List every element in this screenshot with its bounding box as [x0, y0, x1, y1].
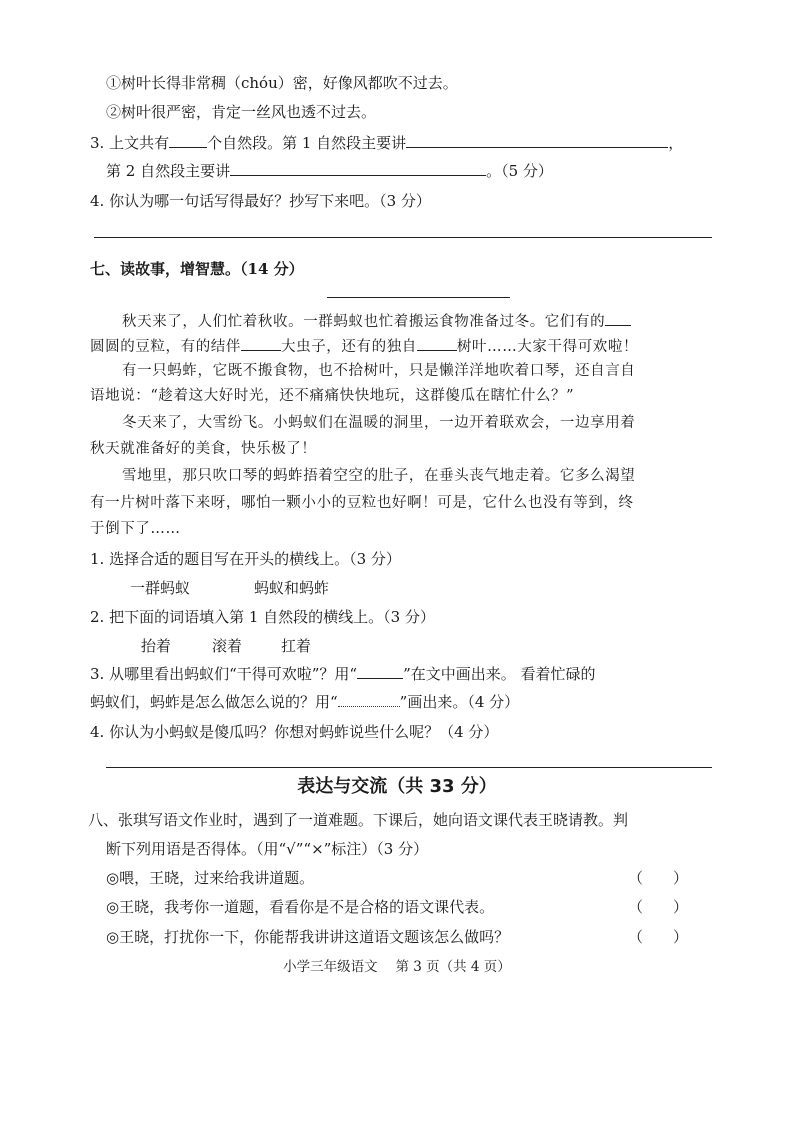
story-blank-3[interactable]	[417, 336, 457, 351]
story-text: 秋天来了，人们忙着秋收。一群蚂蚁也忙着搬运食物准备过冬。它们有的	[122, 314, 606, 330]
q7-sub3-line2	[90, 692, 519, 712]
story-p1-line2	[90, 336, 638, 357]
q7-sub3-text: ”在文中画出来。 看着忙碌的	[403, 665, 596, 683]
q8-intro-line2: 断下列用语是否得体。（用“√”“×”标注）（3 分）	[106, 840, 429, 858]
q8-intro-line1: 八、张琪写语文作业时，遇到了一道难题。下课后，她向语文课代表王晓请教。判	[88, 811, 629, 829]
wavy-line-mark	[338, 694, 400, 707]
q7-title: 七、读故事，增智慧。（14 分）	[90, 260, 304, 278]
q8-item-3: ◎王晓，打扰你一下，你能帮我讲讲这道语文题该怎么做吗？	[106, 928, 510, 946]
page-footer: 小学三年级语文 第 3 页（共 4 页）	[283, 959, 511, 975]
q7-answer-line[interactable]	[106, 767, 712, 768]
straight-line-mark	[357, 664, 403, 679]
q8-answer-3[interactable]: （ ）	[628, 928, 689, 946]
q6-sub3-prefix: 3. 上文共有	[90, 134, 170, 152]
q6-sub3-score: 。（5 分）	[486, 162, 553, 180]
word-option-2: 滚着	[212, 637, 243, 655]
q7-sub3-text: 蚂蚁们，蚂蚱是怎么做怎么说的？用“	[90, 693, 338, 711]
paragraph1-summary-blank[interactable]	[406, 133, 668, 148]
q8-item-2: ◎王晓，我考你一道题，看看你是不是合格的语文课代表。	[106, 898, 495, 916]
story-text: 大虫子，还有的独自	[281, 339, 417, 355]
story-text: 树叶……大家干得可欢啦！	[456, 339, 639, 355]
title-option-2: 蚂蚁和蚂蚱	[254, 579, 330, 597]
q7-sub3-text: ”画出来。（4 分）	[399, 693, 520, 711]
q6-option-1: ①树叶长得非常稠（chóu）密，好像风都吹不过去。	[106, 74, 458, 92]
story-blank-1[interactable]	[605, 311, 631, 326]
section-title: 表达与交流（共 33 分）	[297, 776, 497, 797]
q6-sub3-second: 第 2 自然段主要讲	[106, 162, 231, 180]
q6-sub3-line1	[90, 133, 683, 153]
word-option-3: 扛着	[281, 637, 312, 655]
q7-sub1: 1. 选择合适的题目写在开头的横线上。（3 分）	[90, 550, 401, 568]
q6-sub4: 4. 你认为哪一句话写得最好？抄写下来吧。（3 分）	[90, 192, 431, 210]
q8-answer-1[interactable]: （ ）	[628, 869, 689, 887]
q8-item-1: ◎喂，王晓，过来给我讲道题。	[106, 869, 315, 887]
q6-answer-line[interactable]	[94, 237, 712, 238]
story-p1-line1	[122, 311, 631, 332]
q7-sub3-text: 3. 从哪里看出蚂蚁们“干得可欢啦”？用“	[90, 665, 358, 683]
story-p2-line2: 语地说：“趁着这大好时光，还不痛痛快快地玩，这群傻瓜在瞎忙什么？”	[90, 388, 575, 404]
q8-answer-2[interactable]: （ ）	[628, 898, 689, 916]
word-option-1: 抬着	[141, 637, 172, 655]
story-p4-line1: 雪地里，那只吹口琴的蚂蚱捂着空空的肚子，在垂头丧气地走着。它多么渴望	[122, 468, 636, 484]
q7-sub4: 4. 你认为小蚂蚁是傻瓜吗？你想对蚂蚱说些什么呢？（4 分）	[90, 723, 499, 741]
story-text: 圆圆的豆粒，有的结伴	[90, 339, 241, 355]
story-p4-line3: 于倒下了……	[90, 521, 181, 537]
q7-sub3-line1	[90, 664, 596, 684]
q6-option-2: ②树叶很严密，肯定一丝风也透不过去。	[106, 103, 377, 121]
paragraph2-summary-blank[interactable]	[230, 161, 486, 176]
paragraph-count-blank[interactable]	[169, 133, 207, 148]
story-p3-line1: 冬天来了，大雪纷飞。小蚂蚁们在温暖的洞里，一边开着联欢会，一边享用着	[122, 415, 636, 431]
story-p2-line1: 有一只蚂蚱，它既不搬食物，也不拾树叶，只是懒洋洋地吹着口琴，还自言自	[122, 363, 636, 379]
story-p3-line2: 秋天就准备好的美食，快乐极了！	[90, 441, 317, 457]
q6-sub3-comma: ，	[668, 134, 684, 152]
title-option-1: 一群蚂蚁	[130, 579, 191, 597]
story-title-blank[interactable]	[327, 297, 510, 298]
story-blank-2[interactable]	[241, 336, 281, 351]
q6-sub3-line2	[106, 161, 553, 181]
story-p4-line2: 有一片树叶落下来呀，哪怕一颗小小的豆粒也好啊！可是，它什么也没有等到，终	[90, 495, 634, 511]
q7-sub2: 2. 把下面的词语填入第 1 自然段的横线上。（3 分）	[90, 608, 435, 626]
q6-sub3-mid: 个自然段。第 1 自然段主要讲	[207, 134, 407, 152]
